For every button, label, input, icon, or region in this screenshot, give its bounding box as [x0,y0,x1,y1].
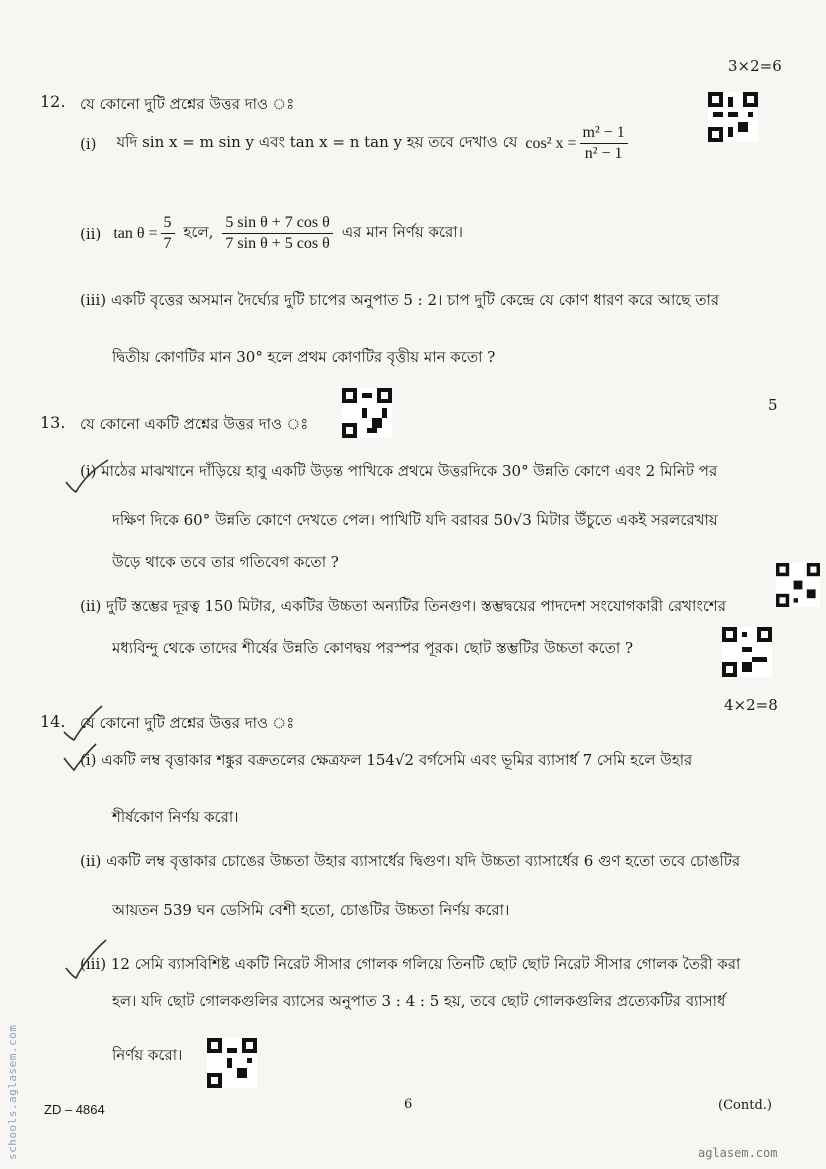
q12-ii-expr-fraction [222,213,332,254]
q14-ii-text1: একটি লম্ব বৃত্তাকার চোঙের উচ্চতা উহার ব্যাসার্ধের দ্বিগুণ। যদি উচ্চতা ব্যাসার্ধের 6 গুণ হতো তবে চোঙটির [106,852,741,870]
q12-ii-tan: tan θ = [113,224,158,242]
q12-i-numerator: m² − 1 [580,123,628,144]
footer-code: ZD – 4864 [44,1102,105,1117]
q14-marks: 4×2=8 [724,696,778,714]
qr-code-icon [342,388,392,438]
q13-instruction: যে কোনো একটি প্রশ্নের উত্তর দাও ঃ [80,415,309,433]
q12-ii [80,213,463,254]
footer-watermark: aglasem.com [698,1146,778,1160]
q12-marks: 3×2=6 [728,57,782,75]
q14-iii-line2: হল। যদি ছোট গোলকগুলির ব্যাসের অনুপাত 3 : 4 : 5 হয়, তবে ছোট গোলকগুলির প্রত্যেকটির ব্যাসার্ধ [112,992,726,1010]
q12-i-fraction [580,123,628,164]
side-watermark: schools.aglasem.com [6,1024,19,1160]
q12-instruction: যে কোনো দুটি প্রশ্নের উত্তর দাও ঃ [80,95,295,113]
q13-number: 13. [40,413,66,432]
q12-iii-line1 [80,289,719,314]
q12-i-text: যদি sin x = m sin y এবং tan x = n tan y হয় তবে দেখাও যে [116,133,518,151]
q12-iii-text1: একটি বৃত্তের অসমান দৈর্ঘ্যের দুটি চাপের অনুপাত 5 : 2। চাপ দুটি কেন্দ্রে যে কোণ ধারণ করে আছে তার [110,291,720,309]
q14-number: 14. [40,712,66,731]
qr-code-icon [207,1038,257,1088]
q12-ii-fraction [161,213,175,254]
q14-iii-line3: নির্ণয় করো। [112,1046,183,1064]
q12-ii-numerator: 5 [161,213,175,234]
q12-iii-line2: দ্বিতীয় কোণটির মান 30° হলে প্রথম কোণটির বৃত্তীয় মান কতো ? [112,348,496,366]
q14-i-line1 [80,749,692,774]
q12-ii-expr-denominator: 7 sin θ + 5 cos θ [225,235,330,252]
q14-iii-label: (iii) [80,955,107,973]
q14-i-label: (i) [80,751,97,769]
q13-marks: 5 [768,396,778,414]
footer-page-number: 6 [404,1097,413,1112]
q14-i-text1: একটি লম্ব বৃত্তাকার শঙ্কুর বক্রতলের ক্ষেত্রফল 154√2 বর্গসেমি এবং ভূমির ব্যাসার্ধ 7 সেমি হলে উহার [101,751,693,769]
q12-ii-label: (ii) [80,224,102,243]
q14-ii-label: (ii) [80,852,102,870]
handwritten-tick-icon [62,938,112,982]
q13-ii-text1: দুটি স্তম্ভের দূরত্ব 150 মিটার, একটির উচ্চতা অন্যটির তিনগুণ। স্তম্ভদ্বয়ের পাদদেশ সংযোগকারী রেখাংশের [106,597,726,615]
q14-instruction: যে কোনো দুটি প্রশ্নের উত্তর দাও ঃ [80,714,295,732]
qr-code-icon [722,627,772,677]
q13-ii-label: (ii) [80,597,102,615]
q13-ii-line2: মধ্যবিন্দু থেকে তাদের শীর্ষের উন্নতি কোণদ্বয় পরস্পর পূরক। ছোট স্তম্ভটির উচ্চতা কতো ? [112,639,634,657]
q13-i-text1: মাঠের মাঝখানে দাঁড়িয়ে হাবু একটি উড়ন্ত পাখিকে প্রথমে উত্তরদিকে 30° উন্নতি কোণে এবং 2 মিনিট পর [101,462,718,480]
q14-iii-text1: 12 সেমি ব্যাসবিশিষ্ট একটি নিরেট সীসার গোলক গলিয়ে তিনটি ছোট ছোট নিরেট সীসার গোলক তৈরী করা [110,955,741,973]
q14-iii-line1 [80,953,740,978]
q12-number: 12. [40,92,66,111]
q12-i-denominator: n² − 1 [584,145,623,162]
handwritten-tick-icon [60,740,100,776]
q12-ii-end: এর মান নির্ণয় করো। [341,223,464,241]
handwritten-tick-icon [60,704,110,744]
q12-ii-denominator: 7 [163,235,172,252]
q12-ii-expr-numerator: 5 sin θ + 7 cos θ [222,213,332,234]
q12-iii-label: (iii) [80,291,107,309]
footer-contd: (Contd.) [718,1098,772,1113]
q12-i-label: (i) [80,134,97,153]
qr-code-icon [776,563,820,607]
q14-ii-line1 [80,850,740,875]
q14-i-line2: শীর্ষকোণ নির্ণয় করো। [112,808,239,826]
qr-code-icon [708,92,758,142]
q13-ii-line1 [80,595,726,620]
handwritten-tick-icon [62,456,112,496]
q12-i-cos: cos² x = [525,134,577,152]
q12-i [80,123,631,164]
q13-i-line3: উড়ে থাকে তবে তার গতিবেগ কতো ? [112,553,339,571]
q12-ii-hole: হলে, [183,223,214,241]
q13-i-line2: দক্ষিণ দিকে 60° উন্নতি কোণে দেখতে পেল। পাখিটি যদি বরাবর 50√3 মিটার উঁচুতে একই সরলরেখায় [112,511,718,529]
q13-i-label: (i) [80,462,97,480]
q13-i-line1 [80,460,717,485]
q14-ii-line2: আয়তন 539 ঘন ডেসিমি বেশী হতো, চোঙটির উচ্চতা নির্ণয় করো। [112,901,510,919]
